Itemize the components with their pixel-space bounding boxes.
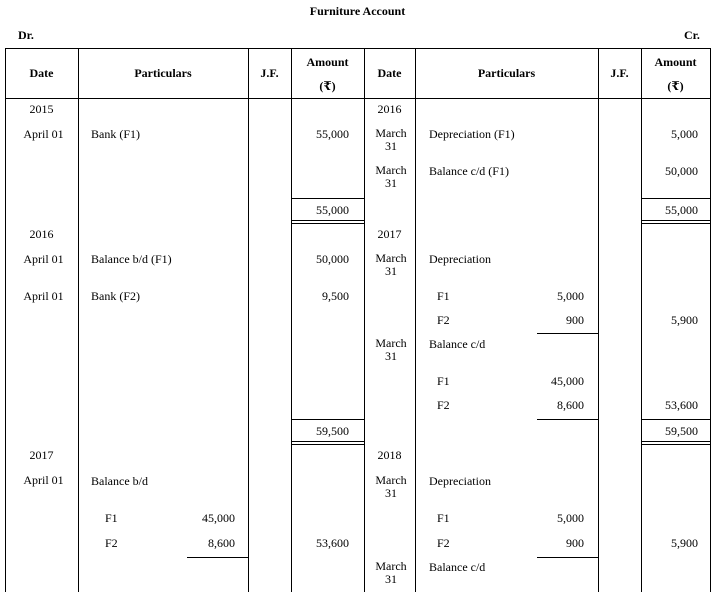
dr-total-59500: 59,500 [316, 424, 349, 438]
cr-total2-top [641, 419, 710, 420]
cr-date-march: March [375, 559, 407, 573]
cr-total2-double [641, 444, 710, 445]
cr-total-55000: 55,000 [665, 203, 698, 217]
cr-date-31: 31 [385, 264, 397, 278]
header-cr-amount: Amount [654, 55, 697, 69]
cr-date-march: March [375, 126, 407, 140]
col-border-dr-particulars [248, 48, 249, 592]
header-cr-date: Date [377, 66, 402, 80]
cr-particular-balance-cd: Balance c/d [429, 560, 486, 574]
dr-particular-bank-f1: Bank (F1) [91, 127, 140, 141]
cr-sub-f2-amount: 900 [566, 313, 584, 327]
dr-sub-f1: F1 [105, 511, 118, 525]
cr-year-2017: 2017 [377, 227, 402, 241]
dr-date-april01: April 01 [23, 473, 64, 487]
header-cr-rupee: (₹) [667, 79, 684, 93]
cr-particular-balance-cd: Balance c/d [429, 337, 486, 351]
dr-date-april01: April 01 [23, 289, 64, 303]
dr-amount-55000: 55,000 [316, 127, 349, 141]
dr-sub-f1-amount: 45,000 [202, 511, 235, 525]
dr-amount-50000: 50,000 [316, 252, 349, 266]
cr-sub-f1: F1 [437, 374, 450, 388]
cr-year-2016: 2016 [377, 102, 402, 116]
dr-sub-underline-1 [187, 557, 248, 558]
cr-date-march: March [375, 336, 407, 350]
dr-year-2015: 2015 [29, 102, 54, 116]
cr-total-59500: 59,500 [665, 424, 698, 438]
table-top-border [5, 48, 710, 49]
cr-date-march: March [375, 251, 407, 265]
cr-total1-double [641, 223, 710, 224]
cr-particular-depreciation: Depreciation [429, 474, 491, 488]
dr-year-2017: 2017 [29, 448, 54, 462]
cr-date-31: 31 [385, 139, 397, 153]
dr-sub-f2: F2 [105, 536, 118, 550]
cr-date-31: 31 [385, 572, 397, 586]
cr-amount-5000: 5,000 [671, 127, 698, 141]
cr-sub-underline-1 [537, 333, 598, 334]
cr-sub-underline-3 [537, 557, 598, 558]
cr-date-31: 31 [385, 349, 397, 363]
cr-sub-f1-amount: 45,000 [551, 374, 584, 388]
cr-particular-depreciation-f1: Depreciation (F1) [429, 127, 515, 141]
dr-amount-9500: 9,500 [322, 289, 349, 303]
cr-amount-53600: 53,600 [665, 398, 698, 412]
cr-date-31: 31 [385, 486, 397, 500]
dr-year-2016: 2016 [29, 227, 54, 241]
cr-sub-f2-amount: 900 [566, 536, 584, 550]
dr-amount-53600: 53,600 [316, 536, 349, 550]
header-cr-particulars: Particulars [477, 66, 536, 80]
dr-total2-double [291, 444, 364, 445]
cr-total1-bottom [641, 220, 710, 221]
col-border-cr-particulars [598, 48, 599, 592]
header-dr-rupee: (₹) [319, 79, 336, 93]
credit-label: Cr. [684, 28, 700, 42]
col-border-right [710, 48, 711, 592]
dr-total2-bottom [291, 441, 364, 442]
cr-amount-5900: 5,900 [671, 536, 698, 550]
cr-sub-f2: F2 [437, 398, 450, 412]
dr-date-april01: April 01 [23, 127, 64, 141]
cr-sub-f1-amount: 5,000 [557, 289, 584, 303]
dr-particular-balance-bd-f1: Balance b/d (F1) [91, 252, 172, 266]
dr-total-55000: 55,000 [316, 203, 349, 217]
dr-date-april01: April 01 [23, 252, 64, 266]
dr-total1-bottom [291, 220, 364, 221]
cr-sub-f2: F2 [437, 313, 450, 327]
header-dr-amount: Amount [306, 55, 349, 69]
header-cr-jf: J.F. [610, 66, 629, 80]
dr-total1-double [291, 223, 364, 224]
debit-label: Dr. [18, 28, 34, 42]
cr-total1-top [641, 198, 710, 199]
dr-total2-top [291, 419, 364, 420]
cr-amount-5900: 5,900 [671, 313, 698, 327]
cr-particular-depreciation: Depreciation [429, 252, 491, 266]
cr-year-2018: 2018 [377, 448, 402, 462]
header-dr-jf: J.F. [260, 66, 279, 80]
dr-particular-bank-f2: Bank (F2) [91, 289, 140, 303]
cr-sub-underline-2 [537, 419, 598, 420]
cr-sub-f1: F1 [437, 511, 450, 525]
cr-date-march: March [375, 473, 407, 487]
header-dr-particulars: Particulars [134, 66, 192, 80]
cr-date-31: 31 [385, 176, 397, 190]
cr-total2-bottom [641, 441, 710, 442]
cr-amount-50000: 50,000 [665, 164, 698, 178]
cr-particular-balance-cd-f1: Balance c/d (F1) [429, 164, 509, 178]
cr-sub-f2-amount: 8,600 [557, 398, 584, 412]
header-dr-date: Date [29, 66, 54, 80]
cr-sub-f1-amount: 5,000 [557, 511, 584, 525]
dr-sub-f2-amount: 8,600 [208, 536, 235, 550]
cr-date-march: March [375, 163, 407, 177]
dr-total1-top [291, 198, 364, 199]
account-title: Furniture Account [309, 4, 406, 18]
dr-particular-balance-bd: Balance b/d [91, 474, 148, 488]
cr-sub-f1: F1 [437, 289, 450, 303]
header-bottom-border [5, 98, 710, 99]
cr-sub-f2: F2 [437, 536, 450, 550]
